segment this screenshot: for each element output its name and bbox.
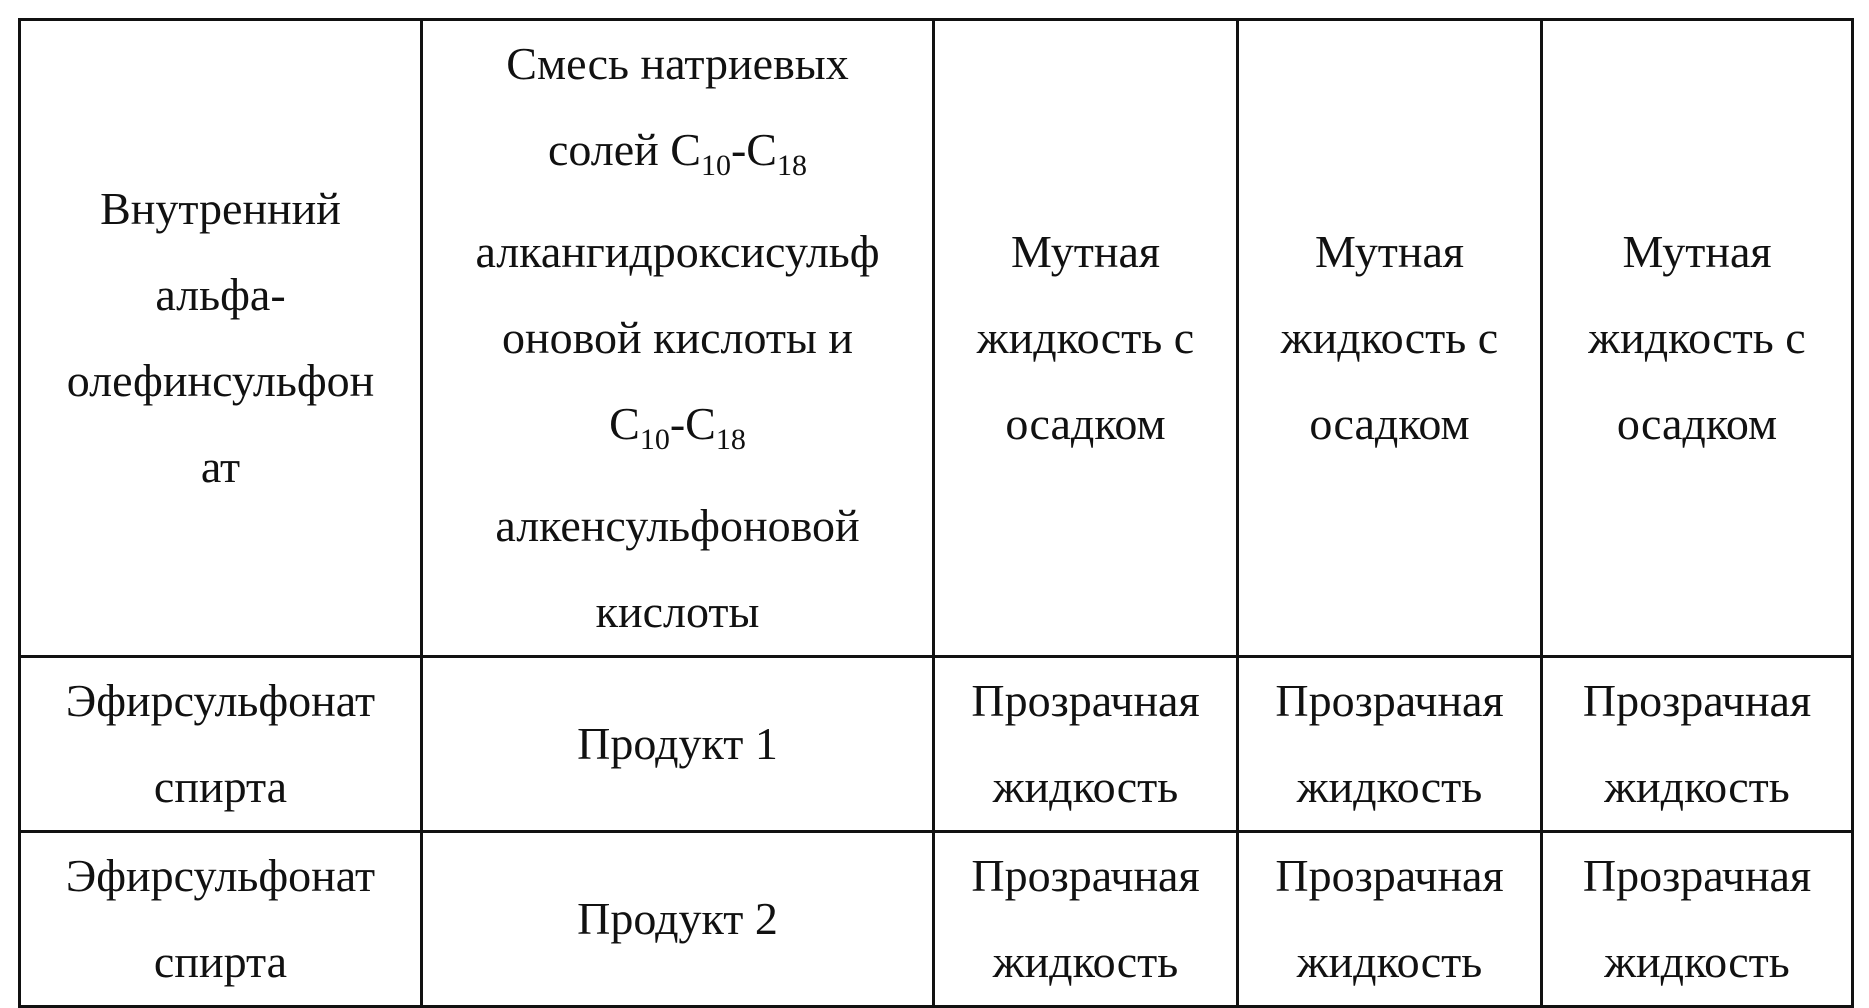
cell-text-line: Мутная xyxy=(1314,226,1465,278)
cell-text-line: Внутренний xyxy=(100,183,341,235)
cell-text-line: Эфирсульфонат xyxy=(65,675,376,727)
cell-text-line: алкенсульфоновой xyxy=(495,500,860,552)
cell-text-line: жидкость с xyxy=(1280,312,1499,364)
cell-text-line: осадком xyxy=(1309,398,1470,450)
cell-text-line: Продукт 1 xyxy=(577,718,778,770)
cell-text-line: жидкость xyxy=(1604,936,1790,988)
cell-text-line: спирта xyxy=(153,936,288,988)
surfactant-name-cell xyxy=(20,657,422,832)
cell-text-line: олефинсульфон xyxy=(66,355,375,407)
result-cell xyxy=(1238,20,1542,657)
cell-text-line: жидкость xyxy=(992,761,1179,813)
cell-text-line: Мутная xyxy=(1010,226,1161,278)
cell-text-line: Прозрачная xyxy=(1582,675,1812,727)
cell-text-line: Эфирсульфонат xyxy=(65,850,376,902)
cell-text-line: $C_{10}-C_{18}$ xyxy=(609,398,746,457)
cell-text-line: ат xyxy=(200,441,241,493)
result-cell xyxy=(1542,20,1853,657)
cell-text-line: жидкость xyxy=(1604,761,1790,813)
substance-cell xyxy=(422,20,934,657)
cell-text-line: Прозрачная xyxy=(1275,675,1504,727)
cell-text-line: спирта xyxy=(153,761,288,813)
cell-text-line: Прозрачная xyxy=(1275,850,1504,902)
cell-text-line: жидкость с xyxy=(1588,312,1806,364)
cell-text-line: Мутная xyxy=(1622,226,1772,278)
cell-text-line: альфа- xyxy=(155,269,286,321)
cell-text-line: жидкость xyxy=(992,936,1179,988)
cell-text-line: жидкость xyxy=(1296,936,1483,988)
table-row xyxy=(20,657,1853,832)
cell-text-line: осадком xyxy=(1616,398,1778,450)
result-cell xyxy=(934,20,1238,657)
cell-text-line: алкангидроксисульф xyxy=(475,226,880,278)
surfactant-name-cell xyxy=(20,20,422,657)
cell-text-line: жидкость xyxy=(1296,761,1483,813)
cell-text-line: жидкость с xyxy=(976,312,1195,364)
cell-text-line: солей $C_{10}-C_{18}$ xyxy=(548,124,807,183)
substance-cell xyxy=(422,657,934,832)
cell-text-line: оновой кислоты и xyxy=(502,312,853,364)
cell-text-line: Прозрачная xyxy=(971,675,1200,727)
cell-text-line: Прозрачная xyxy=(1582,850,1812,902)
table-row xyxy=(20,20,1853,657)
result-cell xyxy=(934,657,1238,832)
results-table xyxy=(18,18,1854,1008)
result-cell xyxy=(1238,657,1542,832)
cell-text-line: Прозрачная xyxy=(971,850,1200,902)
cell-text-line: Продукт 2 xyxy=(577,893,778,945)
result-cell xyxy=(1542,657,1853,832)
cell-text-line: кислоты xyxy=(595,586,760,638)
cell-text-line: Смесь натриевых xyxy=(506,38,849,89)
cell-text-line: осадком xyxy=(1005,398,1166,450)
